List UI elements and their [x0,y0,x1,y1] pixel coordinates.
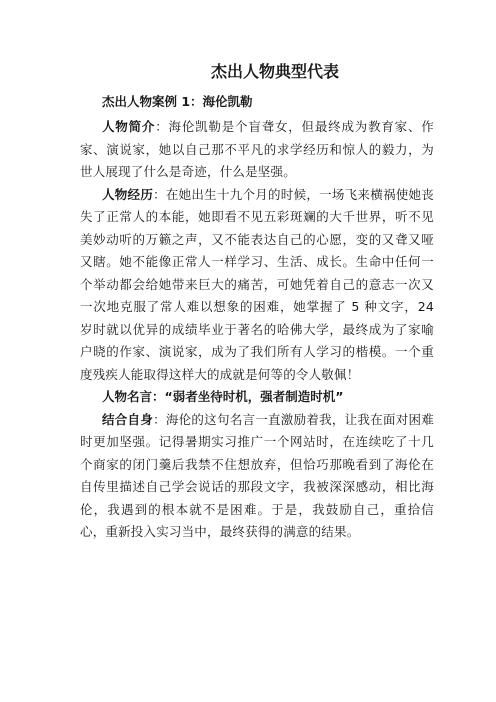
intro-label: 人物简介 [102,119,156,134]
reflection-text: ：海伦的这句名言一直激励着我，让我在面对困难时更加坚强。记得暑期实习推广一个网站时，在连续吃了十几个商家的闭门羹后我禁不住想放弃，但恰巧那晚看到了海伦在自传里描述自己学会说话的那段文字，我被深深感动，相比海伦，我遇到的根本就不是困难。于是，我鼓励自己，重拾信心，重新投入实习当中，最终获得的满意的结果。 [80,411,434,539]
experience-label: 人物经历 [102,186,154,202]
reflection-paragraph [80,409,434,544]
document-page [80,58,434,544]
reflection-label: 结合自身 [102,411,154,427]
intro-paragraph [80,116,434,184]
experience-paragraph [80,184,434,387]
quote-text: ：“弱者坐待时机，强者制造时机” [152,389,344,404]
quote-label: 人物名言 [102,389,153,404]
page-title: 杰出人物典型代表 [210,62,339,81]
intro-text: ：海伦凯勒是个盲聋女，但最终成为教育家、作家、演说家，她以自己那不平凡的求学经历和惊人的毅力，为世人展现了什么是奇迹，什么是坚强。 [80,119,434,179]
case-heading: 杰出人物案例 1：海伦凯勒 [102,94,253,109]
quote-paragraph [80,386,434,409]
experience-text: ：在她出生十九个月的时候，一场飞来横祸使她丧失了正常人的本能，她即看不见五彩斑斓的大千世界，听不见美妙动听的万籁之声，又不能表达自己的心愿，变的又聋又哑又瞎。她不能像正常人一样学习、生活、成长。生命中任何一个举动都会给她带来巨大的痛苦，可她凭着自己的意志一次又一次地克服了常人难以想象的困难，她掌握了 5 种文字，24 岁时就以优异的成绩毕业于著名的哈佛大学，最终成为了家喻户晓的作家、演说家，成为了我们所有人学习的楷模。一个重度残疾人能取得这样大的成就是何等的令人敬佩！ [80,186,434,382]
